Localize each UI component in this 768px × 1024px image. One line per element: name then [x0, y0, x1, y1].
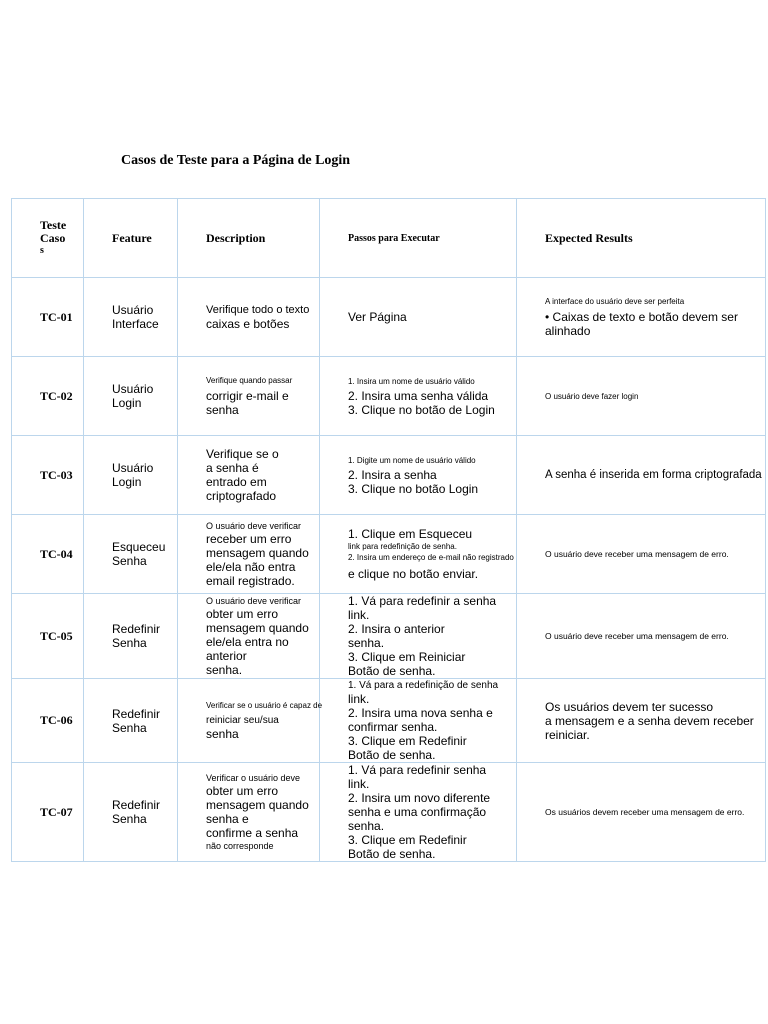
description-text: mensagem quando — [206, 621, 309, 635]
description-text: anterior — [206, 649, 247, 663]
table-row — [12, 436, 766, 515]
steps-text: 1. Vá para a redefinição de senha — [348, 679, 499, 691]
steps-cell — [320, 515, 517, 594]
steps-text: 2. Insira um endereço de e-mail não registrado — [348, 553, 514, 562]
steps-text: 1. Digite um nome de usuário válido — [348, 455, 476, 465]
table-row — [12, 515, 766, 594]
feature-text: Usuário — [112, 382, 154, 396]
expected-cell — [517, 436, 766, 515]
description-text: ele/ela não entra — [206, 560, 296, 574]
description-cell — [178, 679, 323, 763]
header-steps: Passos para Executar — [320, 199, 517, 278]
test-case-table — [11, 198, 766, 862]
steps-cell — [320, 594, 517, 679]
description-text: Verifique se o — [206, 447, 279, 461]
feature-text: Redefinir — [112, 622, 161, 636]
description-text: confirme a senha — [206, 826, 299, 840]
description-text: mensagem quando — [206, 798, 309, 812]
feature-text: Interface — [112, 317, 159, 331]
feature-cell — [84, 515, 178, 594]
steps-text: Botão de senha. — [348, 664, 436, 678]
expected-cell — [517, 594, 766, 679]
feature-text: Redefinir — [112, 798, 161, 812]
feature-text: Usuário — [112, 461, 154, 475]
steps-cell — [320, 763, 517, 862]
expected-cell — [517, 278, 766, 357]
header-expected-results: Expected Results — [517, 199, 766, 278]
expected-cell — [517, 763, 766, 862]
steps-cell — [320, 357, 517, 436]
description-text: obter um erro — [206, 607, 279, 621]
description-text: não corresponde — [206, 841, 274, 851]
steps-cell — [320, 436, 517, 515]
feature-text: Usuário — [112, 303, 154, 317]
feature-text: Senha — [112, 720, 147, 735]
expected-text: A interface do usuário deve ser perfeita — [545, 297, 685, 306]
description-text: Verifique todo o texto — [206, 304, 310, 316]
feature-cell — [84, 436, 178, 515]
table-row — [12, 278, 766, 357]
steps-text: senha. — [348, 819, 385, 833]
steps-text: 1. Insira um nome de usuário válido — [348, 376, 475, 386]
steps-text: 1. Vá para redefinir senha — [348, 763, 487, 777]
expected-cell — [517, 679, 766, 763]
expected-text: • Caixas de texto e botão devem ser — [545, 310, 738, 324]
test-case-id: TC-01 — [12, 278, 84, 357]
feature-cell — [84, 357, 178, 436]
steps-text: 3. Clique no botão de Login — [348, 402, 495, 417]
steps-text: 3. Clique em Reiniciar — [348, 650, 466, 664]
steps-text: 2. Insira uma senha válida — [348, 388, 489, 403]
table-row — [12, 763, 766, 862]
feature-text: Esqueceu — [112, 540, 166, 554]
feature-text: Login — [112, 475, 142, 489]
expected-text: O usuário deve receber uma mensagem de erro. — [545, 548, 729, 559]
header-test-case — [12, 199, 84, 278]
description-text: corrigir e-mail e — [206, 389, 289, 403]
description-text: senha e — [206, 812, 249, 826]
expected-text: alinhado — [545, 324, 591, 338]
expected-text: O usuário deve receber uma mensagem de erro. — [545, 630, 729, 641]
test-case-id: TC-02 — [12, 357, 84, 436]
expected-text: a mensagem e a senha devem receber — [545, 713, 754, 728]
description-cell — [178, 763, 320, 862]
steps-text: 1. Vá para redefinir a senha — [348, 594, 497, 608]
feature-text: Redefinir — [112, 706, 161, 721]
steps-text: 2. Insira uma nova senha e — [348, 705, 493, 720]
description-text: ele/ela entra no — [206, 635, 289, 649]
steps-cell — [320, 679, 517, 763]
steps-cell — [320, 278, 517, 357]
header-row — [12, 199, 766, 278]
steps-text: e clique no botão enviar. — [348, 567, 479, 581]
feature-text: Senha — [112, 636, 147, 650]
test-case-id: TC-05 — [12, 594, 84, 679]
expected-text: A senha é inserida em forma criptografada — [545, 469, 762, 481]
description-text: Verifique quando passar — [206, 376, 293, 385]
description-text: O usuário deve verificar — [206, 596, 302, 606]
steps-text: link. — [348, 608, 370, 622]
steps-text: 1. Clique em Esqueceu — [348, 527, 473, 541]
page-title: Casos de Teste para a Página de Login — [121, 153, 351, 168]
description-text: obter um erro — [206, 784, 279, 798]
header-description: Description — [178, 199, 320, 278]
test-case-id: TC-04 — [12, 515, 84, 594]
description-text: senha. — [206, 663, 243, 677]
steps-text: link. — [348, 691, 370, 706]
feature-text: Senha — [112, 554, 147, 568]
steps-text: link para redefinição de senha. — [348, 542, 457, 551]
expected-cell — [517, 357, 766, 436]
description-text: senha — [206, 727, 239, 741]
steps-text: 3. Clique em Redefinir — [348, 733, 467, 748]
steps-text: 2. Insira o anterior — [348, 622, 445, 636]
description-text: Verificar se o usuário é capaz de — [206, 701, 323, 710]
description-text: email registrado. — [206, 574, 295, 588]
description-text: receber um erro — [206, 532, 292, 546]
steps-text: 2. Insira um novo diferente — [348, 791, 491, 805]
description-text: a senha é — [206, 461, 259, 475]
description-cell — [178, 278, 320, 357]
table-row — [12, 594, 766, 679]
expected-text: Os usuários devem receber uma mensagem de erro. — [545, 806, 745, 817]
description-cell — [178, 515, 320, 594]
description-text: O usuário deve verificar — [206, 521, 302, 531]
expected-text: reiniciar. — [545, 727, 590, 742]
expected-text: Os usuários devem ter sucesso — [545, 699, 714, 714]
feature-text: Login — [112, 396, 142, 410]
test-case-id: TC-06 — [12, 679, 84, 763]
description-cell — [178, 357, 320, 436]
steps-text: Botão de senha. — [348, 747, 436, 762]
feature-cell — [84, 278, 178, 357]
steps-text: 3. Clique em Redefinir — [348, 833, 467, 847]
feature-text: Senha — [112, 812, 147, 826]
description-text: caixas e botões — [206, 317, 290, 331]
description-text: senha — [206, 403, 239, 417]
description-cell — [178, 436, 320, 515]
steps-text: 3. Clique no botão Login — [348, 481, 479, 496]
header-test-case-line3: s — [40, 245, 44, 256]
header-test-case-line1: Teste — [40, 218, 67, 232]
description-text: entrado em — [206, 475, 267, 489]
header-feature: Feature — [84, 199, 178, 278]
description-text: criptografado — [206, 489, 277, 503]
description-text: reiniciar seu/sua — [206, 715, 279, 726]
test-case-id: TC-03 — [12, 436, 84, 515]
steps-text: 2. Insira a senha — [348, 467, 437, 482]
description-text: mensagem quando — [206, 546, 309, 560]
table-row — [12, 679, 766, 763]
description-cell — [178, 594, 320, 679]
feature-cell — [84, 679, 178, 763]
steps-text: confirmar senha. — [348, 719, 438, 734]
steps-text: link. — [348, 777, 370, 791]
steps-text: Ver Página — [348, 310, 407, 324]
steps-text: Botão de senha. — [348, 847, 436, 861]
feature-cell — [84, 763, 178, 862]
expected-cell — [517, 515, 766, 594]
header-test-case-line2: Caso — [40, 231, 66, 245]
description-text: Verificar o usuário deve — [206, 773, 301, 783]
steps-text: senha. — [348, 636, 385, 650]
test-case-id: TC-07 — [12, 763, 84, 862]
steps-text: senha e uma confirmação — [348, 805, 487, 819]
feature-cell — [84, 594, 178, 679]
expected-text: O usuário deve fazer login — [545, 391, 639, 401]
table-row — [12, 357, 766, 436]
